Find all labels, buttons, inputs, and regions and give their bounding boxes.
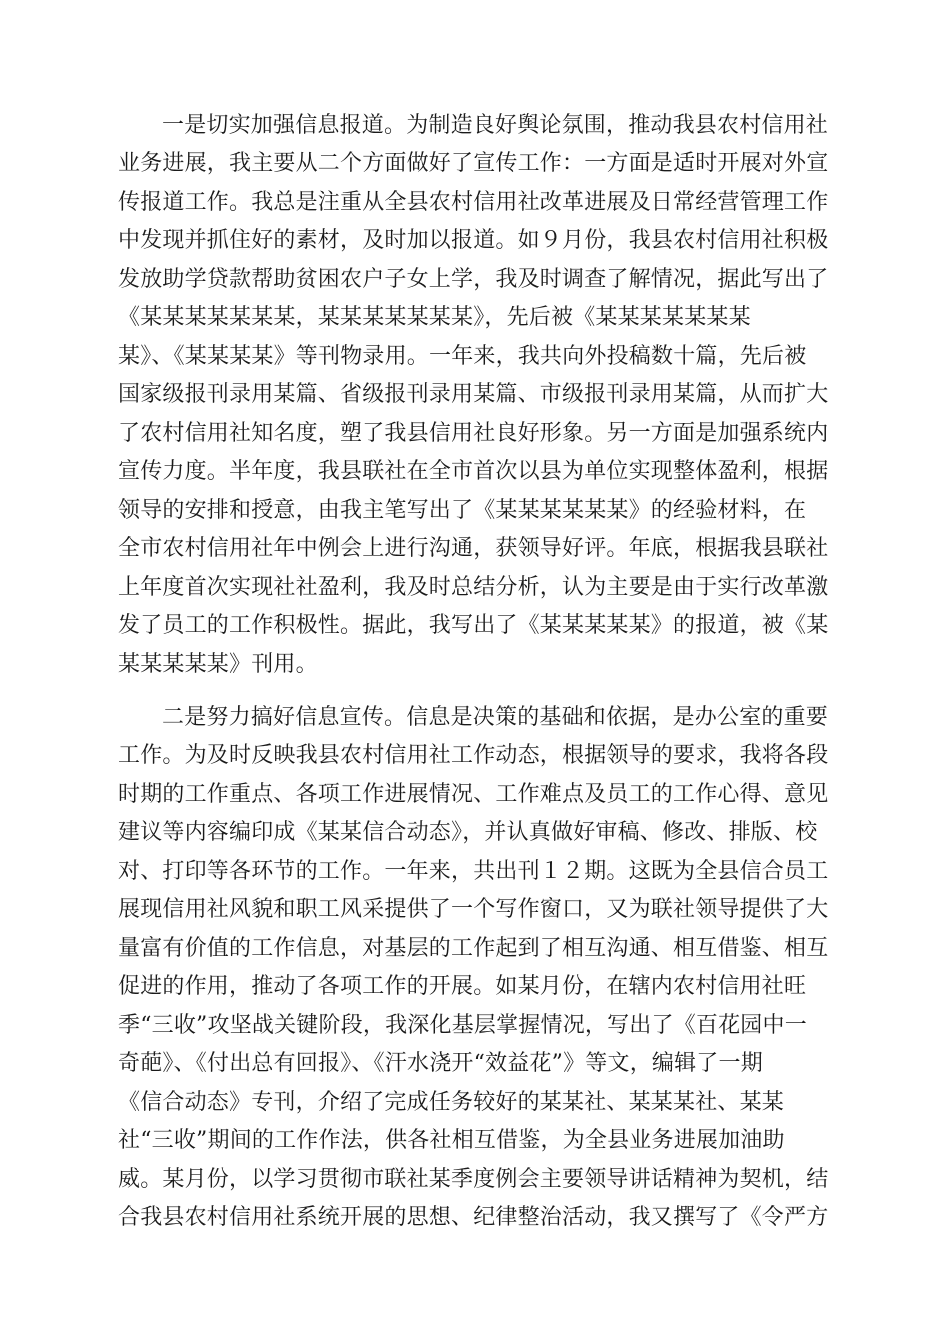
text-line: 发放助学贷款帮助贫困农户子女上学，我及时调查了解情况，据此写出了 <box>118 267 829 292</box>
text-line: 量富有价值的工作信息，对基层的工作起到了相互沟通、相互借鉴、相互 <box>118 936 829 961</box>
text-line: 发了员工的工作积极性。据此，我写出了《某某某某某》的报道，被《某 <box>118 613 829 638</box>
text-line: 社“三收”期间的工作作法，供各社相互借鉴，为全县业务进展加油助 <box>118 1128 785 1153</box>
text-line: 一是切实加强信息报道。为制造良好舆论氛围，推动我县农村信用社 <box>162 113 829 138</box>
text-line: 业务进展，我主要从二个方面做好了宣传工作：一方面是适时开展对外宣 <box>118 151 829 176</box>
text-line: 二是努力搞好信息宣传。信息是决策的基础和依据，是办公室的重要 <box>162 705 829 730</box>
text-line: 促进的作用，推动了各项工作的开展。如某月份，在辖内农村信用社旺 <box>118 974 807 999</box>
text-line: 《信合动态》专刊，介绍了完成任务较好的某某社、某某某社、某某 <box>118 1090 785 1115</box>
text-line: 国家级报刊录用某篇、省级报刊录用某篇、市级报刊录用某篇，从而扩大 <box>118 382 829 407</box>
text-line: 季“三收”攻坚战关键阶段，我深化基层掌握情况，写出了《百花园中一 <box>118 1013 807 1038</box>
text-line: 全市农村信用社年中例会上进行沟通，获领导好评。年底，根据我县联社 <box>118 536 829 561</box>
text-line: 奇葩》、《付出总有回报》、《汗水浇开“效益花”》等文，编辑了一期 <box>118 1051 763 1076</box>
text-line: 某》、《某某某某》等刊物录用。一年来，我共向外投稿数十篇，先后被 <box>118 344 807 369</box>
text-line: 合我县农村信用社系统开展的思想、纪律整治活动，我又撰写了《令严方 <box>118 1205 829 1230</box>
text-line: 对、打印等各环节的工作。一年来，共出刊１２期。这既为全县信合员工 <box>118 859 829 884</box>
text-line: 某某某某某》刊用。 <box>118 652 318 677</box>
text-line: 威。某月份，以学习贯彻市联社某季度例会主要领导讲话精神为契机，结 <box>118 1167 829 1192</box>
text-line: 《某某某某某某某，某某某某某某某》，先后被《某某某某某某某 <box>118 305 751 330</box>
text-line: 传报道工作。我总是注重从全县农村信用社改革进展及日常经营管理工作 <box>118 190 829 215</box>
text-line: 宣传力度。半年度，我县联社在全市首次以县为单位实现整体盈利，根据 <box>118 459 829 484</box>
text-line: 建议等内容编印成《某某信合动态》，并认真做好审稿、修改、排版、校 <box>118 820 818 845</box>
text-line: 上年度首次实现社社盈利，我及时总结分析，认为主要是由于实行改革激 <box>118 575 829 600</box>
text-line: 领导的安排和授意，由我主笔写出了《某某某某某某》的经验材料，在 <box>118 498 807 523</box>
text-line: 时期的工作重点、各项工作进展情况、工作难点及员工的工作心得、意见 <box>118 782 829 807</box>
text-line: 中发现并抓住好的素材，及时加以报道。如９月份，我县农村信用社积极 <box>118 228 829 253</box>
text-line: 展现信用社风貌和职工风采提供了一个写作窗口，又为联社领导提供了大 <box>118 897 829 922</box>
text-line: 了农村信用社知名度，塑了我县信用社良好形象。另一方面是加强系统内 <box>118 421 829 446</box>
text-line: 工作。为及时反映我县农村信用社工作动态，根据领导的要求，我将各段 <box>118 743 829 768</box>
